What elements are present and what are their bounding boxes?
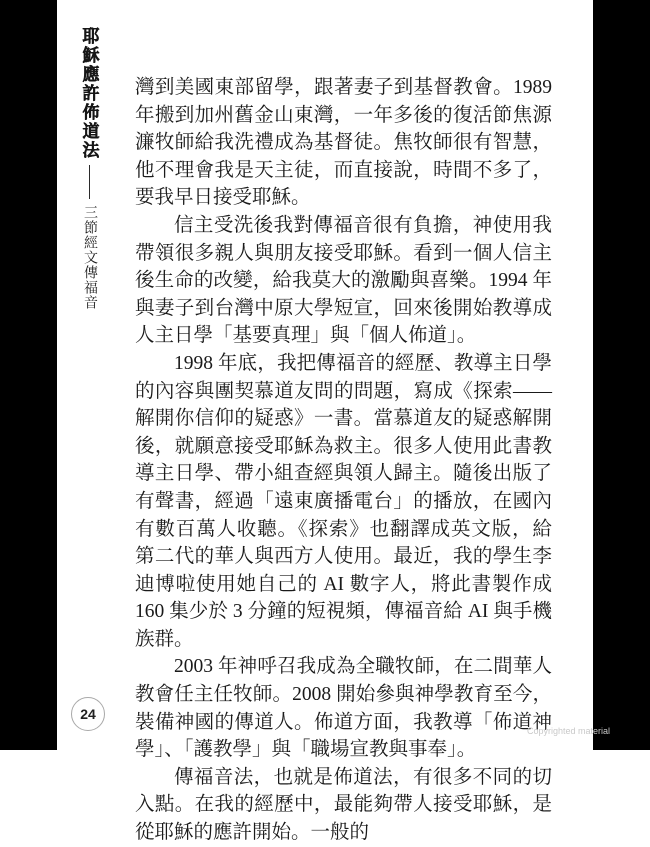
- page-body-text: [135, 74, 552, 847]
- scan-edge-right: [593, 0, 650, 750]
- chapter-sidebar: [68, 27, 110, 310]
- paragraph: 信主受洗後我對傳福音很有負擔，神使用我帶領很多親人與朋友接受耶穌。看到一個人信主後生命的改變，給我莫大的激勵與喜樂。1994 年與妻子到台灣中原大學短宣，回來後開始教導成人主日學「基要真理」與「個人佈道」。: [135, 214, 552, 347]
- paragraph: 2003 年神呼召我成為全職牧師，在二間華人教會任主任牧師。2008 開始參與神學教育至今，裝備神國的傳道人。佈道方面，我教導「佈道神學」、「護教學」與「職場宣教與事奉」。: [135, 656, 552, 761]
- paragraph: 傳福音法，也就是佈道法，有很多不同的切入點。在我的經歷中，最能夠帶人接受耶穌，是從耶穌的應許開始。一般的: [135, 766, 552, 844]
- copyright-watermark: Copyrighted material: [527, 726, 611, 736]
- chapter-subtitle-vertical: 三節經文傳福音: [82, 205, 97, 310]
- paragraph: 1998 年底，我把傳福音的經歷、教導主日學的內容與團契慕道友問的問題，寫成《探索——解開你信仰的疑惑》一書。當慕道友的疑惑解開後，就願意接受耶穌為救主。很多人使用此書教導主日學、帶小組查經與領人歸主。隨後出版了有聲書，經過「遠東廣播電台」的播放，在國內有數百萬人收聽。《探索》也翻譯成英文版，給第二代的華人與西方人使用。最近，我的學生李迪博啦使用她自己的 AI 數字人，將此書製作成 160 集少於 3 分鐘的短視頻，傳福音給 AI 與手機族群。: [135, 352, 552, 650]
- chapter-title-vertical: 耶穌應許佈道法: [79, 27, 99, 160]
- title-divider-line: [89, 165, 90, 199]
- scan-edge-left: [0, 0, 57, 750]
- page-number-badge: [71, 697, 105, 731]
- page-number: 24: [80, 706, 96, 722]
- paragraph-continuation: 灣到美國東部留學，跟著妻子到基督教會。1989 年搬到加州舊金山東灣，一年多後的復活節焦源濂牧師給我洗禮成為基督徒。焦牧師很有智慧，他不理會我是天主徒，而直接說，時間不多了，要我早日接受耶穌。: [135, 77, 552, 209]
